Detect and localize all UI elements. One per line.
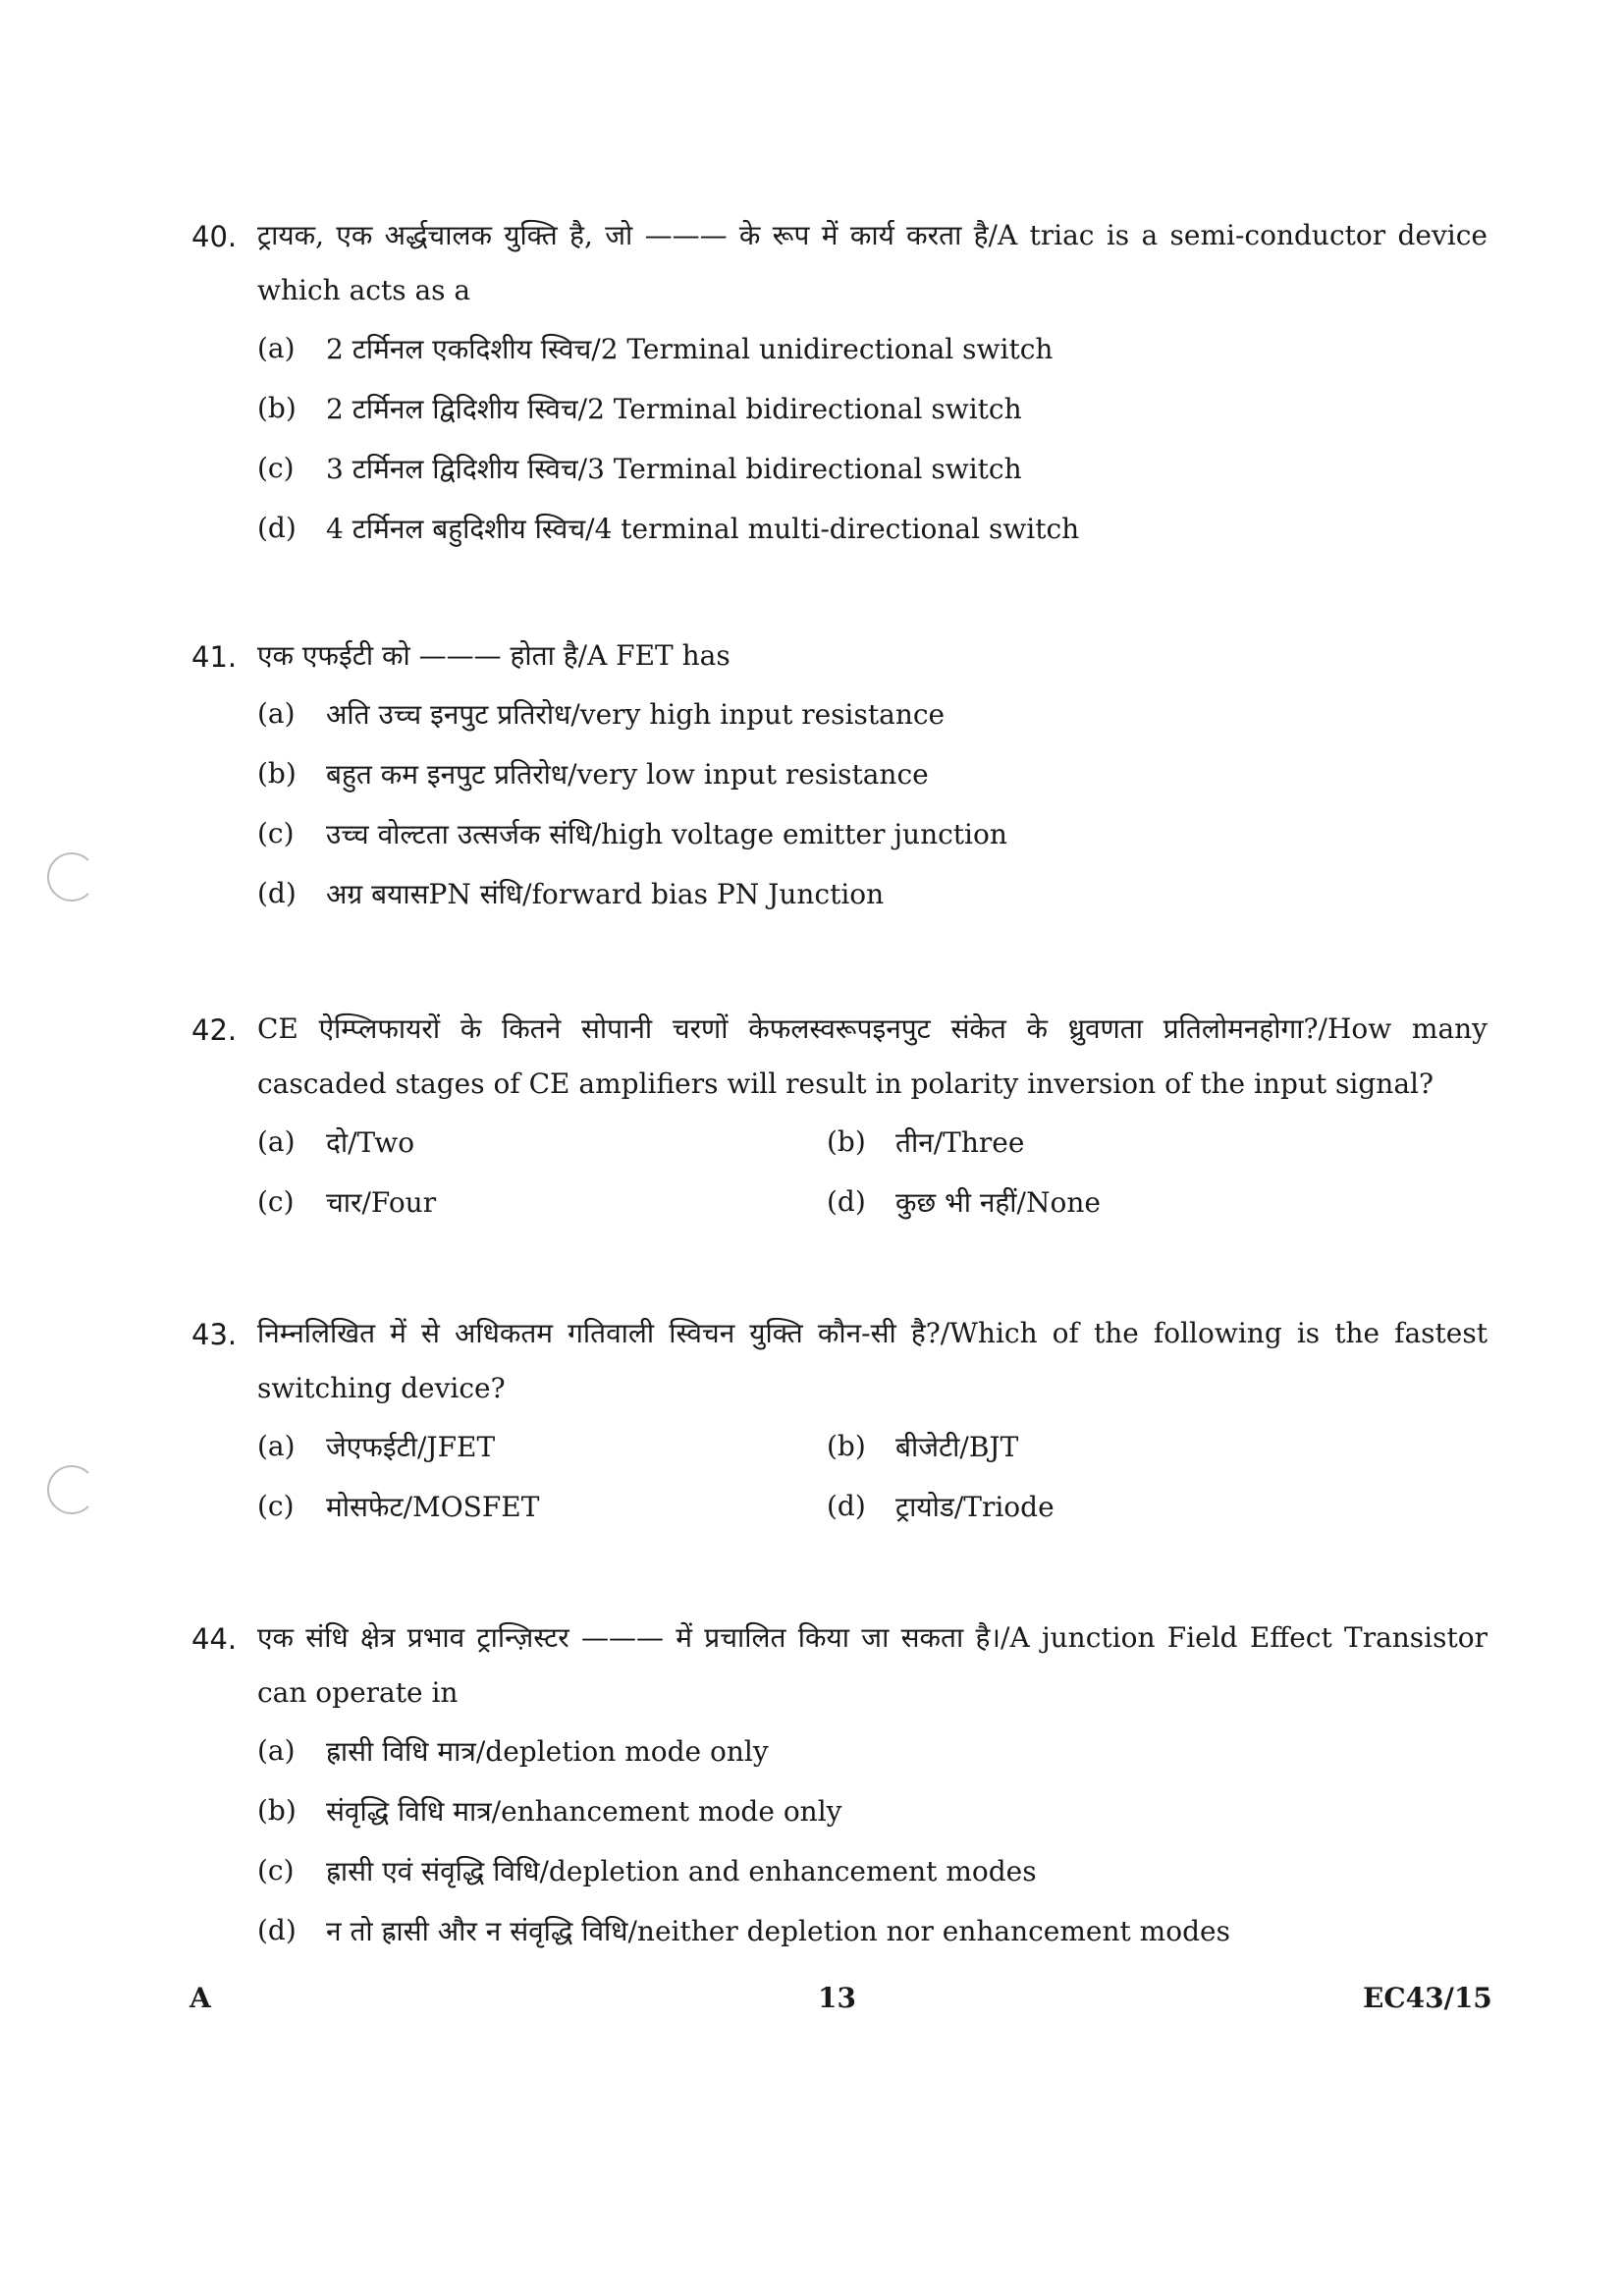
option-label: (b) [827,1125,866,1158]
punch-hole-mark [47,852,96,902]
question-43 [191,1306,1488,1536]
option-text: कुछ भी नहीं/None [895,1185,1101,1219]
option-text: ह्रासी विधि मात्र/depletion mode only [326,1734,769,1768]
option-label: (c) [257,817,295,849]
option-d[interactable] [257,863,1488,923]
option-text: जेएफईटी/JFET [326,1430,496,1463]
question-number: 40. [191,220,238,253]
option-text: मोसफेट/MOSFET [326,1490,540,1523]
option-text: तीन/Three [895,1125,1025,1159]
question-41 [191,629,1488,923]
option-label: (a) [257,1734,296,1767]
option-text: संवृद्धि विधि मात्र/enhancement mode only [326,1794,842,1828]
option-label: (c) [257,1185,295,1218]
option-a[interactable] [257,1112,827,1172]
option-text: 2 टर्मिनल द्विदिशीय स्विच/2 Terminal bidirectional switch [326,392,1022,425]
footer-page-number: 13 [818,1982,856,2014]
question-text: ट्रायक, एक अर्द्धचालक युक्ति है, जो ——— के रूप में कार्य करता है/A triac is a semi-conductor device which acts as a [257,219,1488,306]
option-c[interactable] [257,803,1488,863]
question-text: एक एफईटी को ——— होता है/A FET has [257,639,730,672]
option-label: (c) [257,1490,295,1522]
option-label: (c) [257,1854,295,1886]
option-text: बहुत कम इनपुट प्रतिरोध/very low input resistance [326,757,929,791]
question-42 [191,1002,1488,1231]
option-b[interactable] [257,1780,1488,1840]
option-b[interactable] [257,378,1488,438]
option-label: (d) [257,877,297,909]
option-d[interactable] [257,1900,1488,1960]
option-text: 4 टर्मिनल बहुदिशीय स्विच/4 terminal multi-directional switch [326,512,1080,545]
option-label: (a) [257,1125,296,1158]
question-text: CE ऐम्प्लिफायरों के कितने सोपानी चरणों केफलस्वरूपइनपुट संकेत के ध्रुवणता प्रतिलोमनहोगा?/How many cascaded stages of CE amplifiers will result in polarity inversion of the input signal? [257,1012,1488,1100]
options-list [257,683,1488,923]
option-label: (d) [827,1185,866,1218]
option-a[interactable] [257,318,1488,378]
option-c[interactable] [257,1172,827,1231]
option-d[interactable] [827,1172,1396,1231]
option-label: (d) [827,1490,866,1522]
footer-series: A [189,1982,211,2014]
option-label: (c) [257,452,295,484]
option-b[interactable] [827,1112,1396,1172]
option-b[interactable] [257,743,1488,803]
option-text: ट्रायोड/Triode [895,1490,1055,1523]
option-label: (b) [257,757,297,790]
option-text: न तो ह्रासी और न संवृद्धि विधि/neither depletion nor enhancement modes [326,1914,1230,1947]
footer-code: EC43/15 [1363,1982,1492,2014]
question-number: 42. [191,1013,238,1047]
option-a[interactable] [257,1416,827,1476]
option-label: (a) [257,697,296,730]
option-text: दो/Two [326,1125,415,1159]
question-number: 41. [191,640,238,674]
options-list [257,1416,1488,1536]
question-text: एक संधि क्षेत्र प्रभाव ट्रान्ज़िस्टर ——— में प्रचालित किया जा सकता है।/A junction Field Effect Transistor can operate in [257,1621,1488,1709]
option-label: (b) [827,1430,866,1462]
option-b[interactable] [827,1416,1396,1476]
option-label: (a) [257,332,296,364]
option-label: (a) [257,1430,296,1462]
option-text: उच्च वोल्टता उत्सर्जक संधि/high voltage emitter junction [326,817,1007,850]
option-a[interactable] [257,683,1488,743]
option-text: बीजेटी/BJT [895,1430,1019,1463]
option-text: चार/Four [326,1185,437,1219]
option-text: 3 टर्मिनल द्विदिशीय स्विच/3 Terminal bidirectional switch [326,452,1022,485]
option-label: (b) [257,392,297,424]
question-text: निम्नलिखित में से अधिकतम गतिवाली स्विचन युक्ति कौन-सी है?/Which of the following is the fastest switching device? [257,1317,1488,1404]
option-text: अग्र बयासPN संधि/forward bias PN Junction [326,877,885,910]
option-c[interactable] [257,1840,1488,1900]
option-label: (d) [257,512,297,544]
question-number: 43. [191,1318,238,1351]
punch-hole-mark [47,1465,96,1514]
question-44 [191,1611,1488,1960]
option-d[interactable] [827,1476,1396,1536]
option-text: ह्रासी एवं संवृद्धि विधि/depletion and enhancement modes [326,1854,1037,1887]
option-text: 2 टर्मिनल एकदिशीय स्विच/2 Terminal unidirectional switch [326,332,1054,365]
option-d[interactable] [257,498,1488,558]
options-list [257,1721,1488,1960]
option-c[interactable] [257,438,1488,498]
question-40 [191,208,1488,558]
option-label: (d) [257,1914,297,1946]
option-c[interactable] [257,1476,827,1536]
options-list [257,1112,1488,1231]
options-list [257,318,1488,558]
option-a[interactable] [257,1721,1488,1780]
option-text: अति उच्च इनपुट प्रतिरोध/very high input resistance [326,697,946,731]
question-number: 44. [191,1622,238,1656]
option-label: (b) [257,1794,297,1827]
